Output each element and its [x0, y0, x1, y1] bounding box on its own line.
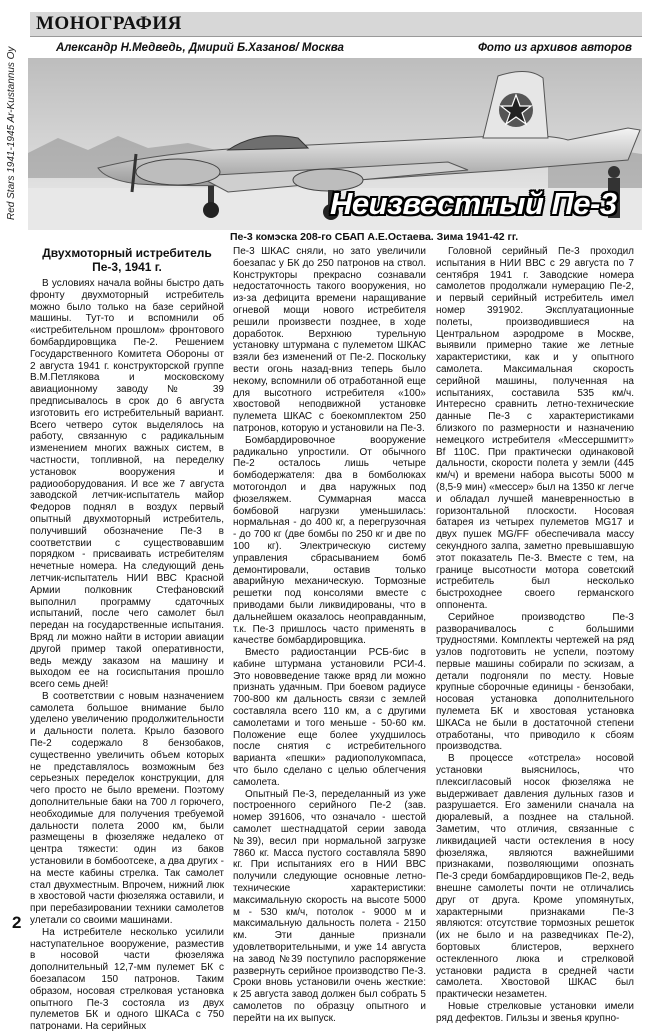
- paragraph: Пе-3 ШКАС сняли, но зато увеличили боезапас у БК до 250 патронов на ствол. Конструкторы прекрасно сознавали недостаточность такого вооружения, но из-за дефицита времени наращивание огневой мощи нового истребителя решили произвести позднее, в ходе доработок. Верхнюю турельную установку штурмана с пулеметом ШКАС взяли без изменений от Пе-2. Поскольку вести огонь назад-вниз теперь было некому, вспомнили об отработанной еще для высотного истребителя «100» хвостовой неподвижной установке пулемета ШКАС с боекомплектом 250 патронов, которую и установили на Пе-3.: [233, 246, 426, 434]
- text-column-3: [436, 246, 634, 1025]
- section-heading: Двухмоторный истребитель Пе-3, 1941 г.: [42, 246, 212, 274]
- paragraph: Бомбардировочное вооружение радикально упростили. От обычного Пе-2 осталось лишь четыре бомбодержателя: два в бомболюках мотогондол и два наружных под фюзеляжем. Суммарная масса бомбовой нагрузки уменьшилась: нормальная - до 400 кг, а перегрузочная - до 700 кг (две бомбы по 250 кг и две по 100 кг). Электрическую систему управления сбрасыванием бомб демонтировали, оставив только аварийную механическую. Тормозные решетки под консолями вместе с приводами были ликвидированы, что в дальнейшем оказалось неоправданным, т.к. Пе-3 пришлось часто применять в качестве бомбардировщика.: [233, 434, 426, 647]
- paragraph: На истребителе несколько усилили наступательное вооружение, разместив в носовой части фюзеляжа дополнительный 12,7-мм пулемет БК с боезапасом 150 патронов. Таким образом, носовая стрелковая установка опытного Пе-3 состояла из двух пулеметов БК и одного ШКАСа с 750 патронами. На серийных: [30, 926, 224, 1033]
- paragraph: Вместо радиостанции РСБ-бис в кабине штурмана установили РСИ-4. Это нововведение также вряд ли можно признать удачным. При боевом радиусе 700-800 км дальность связи с землей составляла всего 110 км, а с другими самолетами и того меньше - 50-60 км. Положение еще более ухудшилось после снятия с истребительного варианта «пешки» радиополукомпаса, что было сделано с целью облегчения самолета.: [233, 647, 426, 788]
- page-number: 2: [12, 913, 22, 932]
- paragraph: Опытный Пе-3, переделанный из уже построенного серийного Пе-2 (зав. номер 391606, что означало - шестой самолет шестнадцатой серии завода №39), весил при нормальной загрузке 7860 кг. Масса пустого составляла 5890 кг. При испытаниях его в НИИ ВВС получили следующие основные летно-технические характеристики: максимальную скорость на высоте 5000 м - 530 км/ч, потолок - 9000 м и максимальную дальность полета - 2150 км. Эти данные признали удовлетворительными, и уже 14 августа на завод №39 поступило распоряжение развернуть серийное производство Пе-3. Сроки вновь установили очень жесткие: к 25 августа завод должен был собрать 5 самолетов по образцу опытного и перейти на их выпуск.: [233, 788, 426, 1024]
- paragraph: В соответствии с новым назначением самолета большое внимание было уделено увеличению продолжительности и дальности полета. Крыло базового Пе-2 содержало 8 бензобаков, существенно увеличить объем которых не представлялось возможным без серьезных переделок конструкции, для чего просто не было времени. Поэтому дополнительные баки на 700 л горючего, необходимые для получения требуемой дальности полета 2000 км, были размещены в фюзеляже недалеко от центра тяжести: один из баков установили в бомбоотсеке, а два других - на месте кабины стрелка. Так самолет стал двухместным. Впрочем, нижний люк в хвостовой части фюзеляжа оставили, и при перебазировании техники самолетов улетали со своими машинами.: [30, 690, 224, 927]
- authors-line: Александр Н.Медведь, Дмирий Б.Хазанов/ Москва: [56, 42, 344, 54]
- text-column-2: [233, 246, 426, 1025]
- side-credit-text: Red Stars 1941-1945 Ar-Kustannus Oy: [6, 46, 17, 220]
- article-title: Неизвестный Пе-3: [330, 186, 617, 221]
- paragraph: В процессе «отстрела» носовой установки выяснилось, что плексигласовый носок фюзеляжа не выдерживает давления дульных газов и разрушается. Его заменили сначала на дюралевый, а позднее на стальной. Заметим, что отличия, связанные с ликвидацией части остекления в носу фюзеляжа, являются важнейшими признаками, позволяющими опознать Пе-3 среди бомбардировщиков Пе-2, ведь внешне самолеты почти не отличались друг от друга. Кроме упомянутых, характерными признаками Пе-3 являются: отсутствие тормозных решеток (их не было и на разведчиках Пе-2), бортовых блистеров, верхнего остекленного люка и стрелковой установки радиста в средней части самолета. Хвостовой ШКАС был практически незаметен.: [436, 753, 634, 1001]
- section-title: МОНОГРАФИЯ: [36, 13, 182, 34]
- photo-caption: Пе-3 комэска 208-го СБАП А.Е.Остаева. Зима 1941-42 гг.: [230, 231, 519, 243]
- paragraph: В условиях начала войны быстро дать фронту двухмоторный истребитель можно было только на базе серийной машины. Тут-то и вспомнили об «истребительном прошлом» фронтового бомбардировщика Пе-2. Решением Государственного Комитета Обороны от 2 августа 1941 г. конструкторской группе В.М.Петлякова и московскому авиационному заводу № 39 предписывалось в срок до 6 августа изготовить его истребительный вариант. Всего четверо суток выделялось на работу, связанную с радикальным изменением многих важных систем, в частности, топливной, на переделку установок вооружения и радиооборудования. И все же 7 августа заводской летчик-испытатель майор Федоров поднял в воздух первый опытный двухмоторный истребитель, получивший обозначение Пе-3 в соответствии с существовавшим порядком - присваивать истребителям нечетные номера. На следующий день летчик-испытатель НИИ ВВС Красной Армии полковник Стефановский выполнил программу сдаточных испытаний, после чего самолет был передан на государственные испытания. Вряд ли можно найти в истории авиации другой пример такой оперативности, ведь между заказом на машину и выходом ее на госиспытания прошло всего семь дней!: [30, 278, 224, 691]
- text-column-1: [30, 246, 224, 1033]
- paragraph: Новые стрелковые установки имели ряд дефектов. Гильзы и звенья крупно-: [436, 1001, 634, 1024]
- paragraph: Серийное производство Пе-3 разворачивалось с большими трудностями. Комплекты чертежей на ряд узлов подготовить не успели, поэтому первые машины собирали по эскизам, а детали подгоняли по месту. Новые крупные сборочные единицы - бензобаки, носовая установка дополнительного пулемета БК и хвостовая установка ШКАСа не были в достаточной степени отработаны, что приводило к сбоям производства.: [436, 611, 634, 753]
- photo-credit: Фото из архивов авторов: [477, 42, 632, 54]
- paragraph: Головной серийный Пе-3 проходил испытания в НИИ ВВС с 29 августа по 7 сентября 1941 г. Заводские номера самолетов продолжали нумерацию Пе-2, и первый серийный истребитель имел номер 391902. Эксплуатационные полеты, производившиеся на Центральном аэродроме в Москве, выявили примерно такие же летные характеристики, как и у опытного самолета. Максимальная скорость серийной машины, полученная на испытаниях, составила 535 км/ч. Интересно сравнить летно-технические данные Пе-3 с характеристиками близкого по размерности и назначению немецкого истребителя «Мессершмитт» Bf 110C. При практически одинаковой дальности, скорости полета у земли (445 км/ч) и времени набора высоты 5000 м (8,5-9 мин) «мессер» был на 1350 кг легче и обладал лучшей маневренностью в горизонтальной плоскости. Носовая батарея из четырех пулеметов MG17 и двух пушек MG/FF обеспечивала массу секундного залпа, заметно превышавшую этот показатель Пе-3. Вместе с тем, на границе высотности мотора советский истребитель был несколько быстроходнее своего германского оппонента.: [436, 246, 634, 611]
- side-credit: [6, 46, 22, 220]
